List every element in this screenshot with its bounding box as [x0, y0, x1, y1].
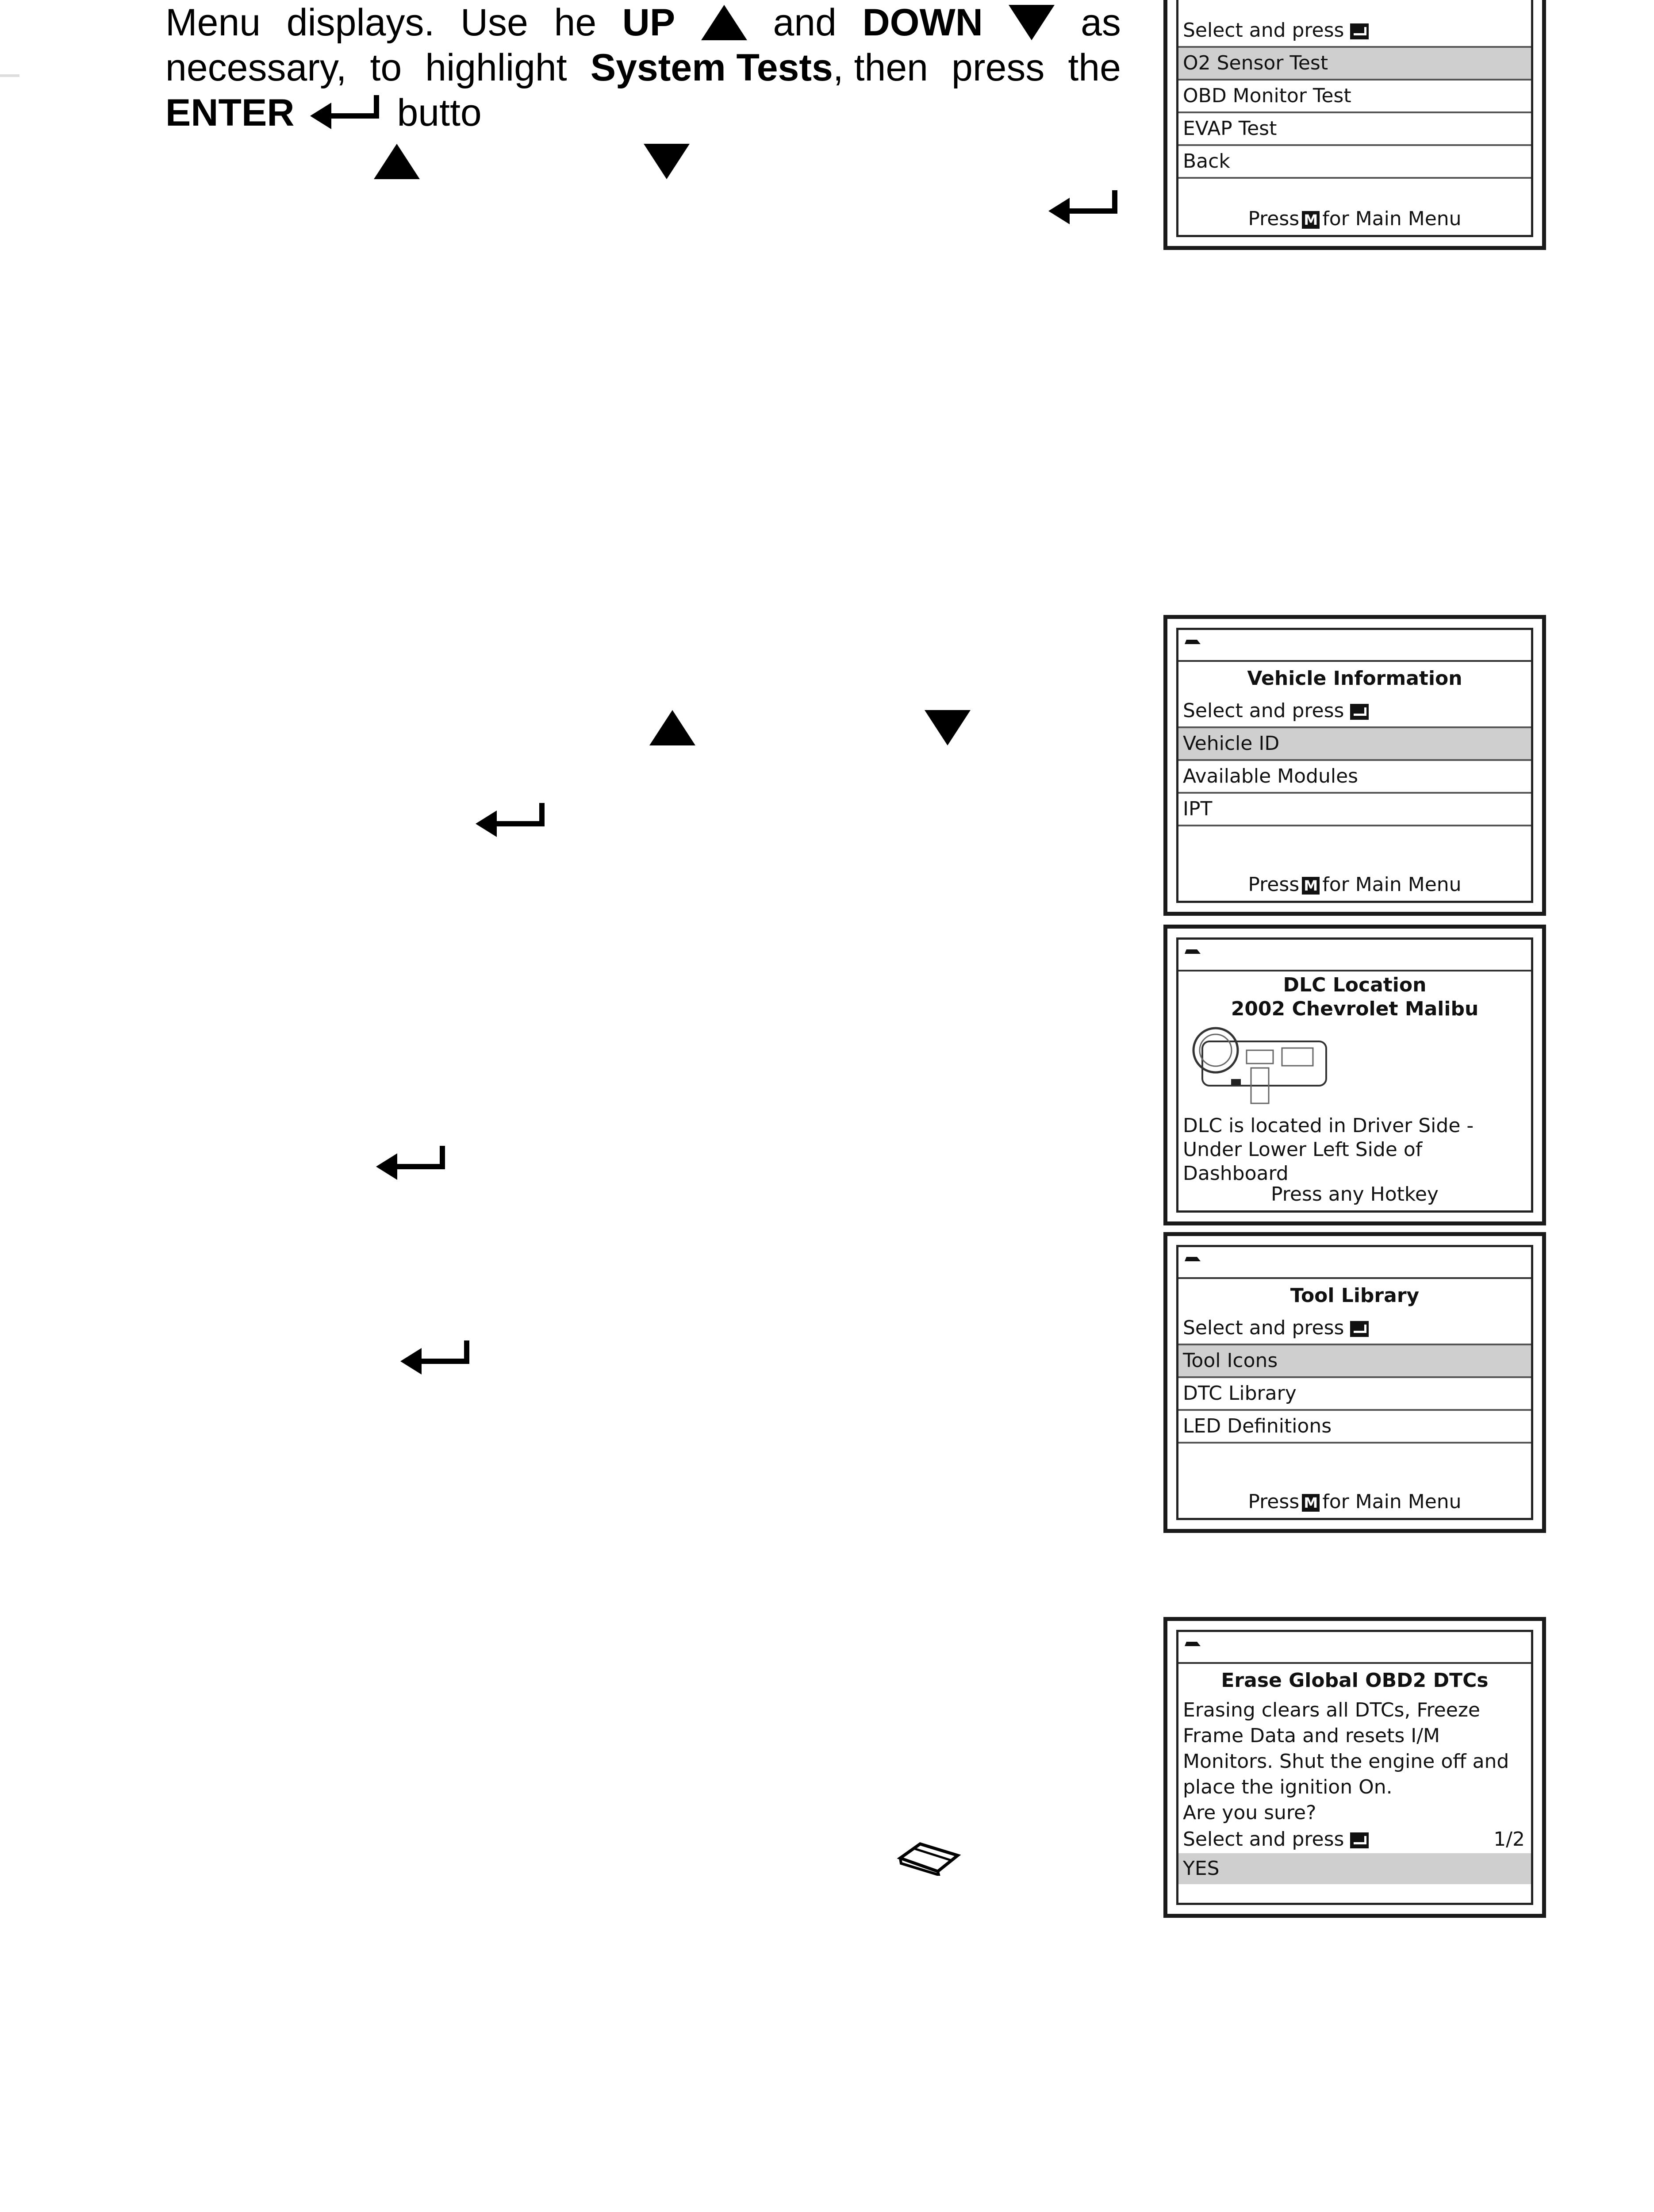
- enter-arrow-icon: [400, 1338, 471, 1378]
- select-prompt: Select and press: [1178, 1313, 1531, 1345]
- warning-line: Are you sure?: [1183, 1801, 1316, 1824]
- select-prompt: Select and press 1/2: [1178, 1826, 1531, 1853]
- menu-item-back[interactable]: Back: [1178, 146, 1531, 179]
- screen-topbar: [1178, 940, 1531, 972]
- menu-item-tool-icons[interactable]: Tool Icons: [1178, 1345, 1531, 1378]
- system-tests-phrase: System Tests, then: [590, 46, 928, 89]
- down-triangle-icon: [925, 710, 971, 745]
- menu-item-available-modules[interactable]: Available Modules: [1178, 761, 1531, 794]
- select-prompt: Select and press: [1178, 695, 1531, 728]
- description-line: DLC is located in Driver Side -: [1183, 1114, 1474, 1137]
- down-label: DOWN: [862, 1, 983, 44]
- screen-title: Erase Global OBD2 DTCs: [1221, 1669, 1489, 1692]
- description-line: Under Lower Left Side of: [1183, 1138, 1423, 1161]
- down-triangle-icon: [644, 144, 690, 179]
- screen-topbar: [1178, 630, 1531, 662]
- screen-topbar: [1178, 1632, 1531, 1664]
- m-key-icon: M: [1302, 1494, 1320, 1512]
- screen-title: Tool Library: [1290, 1284, 1420, 1307]
- screen-system-tests: [1163, 0, 1546, 250]
- select-prompt: Select and press: [1178, 15, 1531, 48]
- word: to: [370, 46, 402, 89]
- enter-arrow-icon: [1048, 188, 1119, 228]
- m-key-icon: M: [1302, 877, 1320, 895]
- warning-line: Frame Data and resets I/M: [1183, 1724, 1440, 1747]
- screen-footer: Press M for Main Menu: [1248, 207, 1462, 230]
- menu-item-ipt[interactable]: IPT: [1178, 794, 1531, 826]
- word: displays.: [286, 1, 435, 44]
- screen-title: Vehicle Information: [1247, 667, 1462, 690]
- warning-line: Erasing clears all DTCs, Freeze: [1183, 1699, 1480, 1721]
- screen-erase-dtcs: [1163, 1617, 1546, 1918]
- erase-warning: [1178, 1697, 1531, 1826]
- word: highlight: [425, 46, 567, 89]
- word: butto: [397, 92, 482, 134]
- option-yes[interactable]: YES: [1178, 1853, 1531, 1884]
- word: press: [952, 46, 1045, 89]
- enter-key-icon: [1350, 23, 1369, 39]
- instruction-paragraph: [165, 0, 1121, 135]
- paragraph-line-3: [165, 90, 1121, 135]
- screen-vehicle-information: [1163, 615, 1546, 916]
- menu-item-vehicle-id[interactable]: Vehicle ID: [1178, 728, 1531, 761]
- car-icon: [1184, 1640, 1201, 1647]
- dlc-title-block: [1178, 972, 1531, 1021]
- screen-spacer: [1178, 0, 1531, 15]
- vehicle-name: 2002 Chevrolet Malibu: [1231, 998, 1479, 1020]
- screen-footer: Press M for Main Menu: [1248, 1490, 1462, 1513]
- down-triangle-icon: [1009, 5, 1055, 40]
- enter-key-icon: [1350, 704, 1369, 720]
- word: as: [1081, 1, 1121, 44]
- enter-label: ENTER: [165, 92, 295, 134]
- up-triangle-icon: [649, 710, 695, 745]
- eraser-icon: [896, 1840, 962, 1878]
- enter-arrow-icon: [476, 801, 546, 841]
- enter-key-icon: [1350, 1321, 1369, 1337]
- paragraph-line-2: [165, 45, 1121, 90]
- menu-item-evap-test[interactable]: EVAP Test: [1178, 113, 1531, 146]
- m-key-icon: M: [1302, 211, 1320, 229]
- word: Menu: [165, 1, 261, 44]
- up-triangle-icon: [701, 5, 747, 40]
- screen-dlc-location: [1163, 925, 1546, 1225]
- margin-mark: [0, 74, 19, 77]
- lcd-display: [1176, 628, 1533, 903]
- dashboard-illustration: [1185, 1024, 1335, 1112]
- page-indicator: 1/2: [1493, 1828, 1525, 1851]
- lcd-display: [1176, 1630, 1533, 1905]
- enter-arrow-icon: [310, 93, 381, 133]
- lcd-display: [1176, 937, 1533, 1213]
- menu-item-led-definitions[interactable]: LED Definitions: [1178, 1411, 1531, 1444]
- screen-footer: Press M for Main Menu: [1248, 873, 1462, 896]
- word: necessary,: [165, 46, 347, 89]
- word: and: [773, 1, 837, 44]
- word: the: [1068, 46, 1121, 89]
- description-line: Dashboard: [1183, 1162, 1289, 1185]
- dlc-description: [1178, 1114, 1531, 1186]
- car-icon: [1184, 948, 1201, 955]
- screen-tool-library: [1163, 1232, 1546, 1533]
- car-icon: [1184, 638, 1201, 645]
- screen-footer: Press any Hotkey: [1271, 1183, 1439, 1206]
- enter-key-icon: [1350, 1832, 1369, 1848]
- menu-item-obd-monitor-test[interactable]: OBD Monitor Test: [1178, 81, 1531, 113]
- up-label: UP: [622, 1, 675, 44]
- word: Use: [460, 1, 528, 44]
- lcd-display: [1176, 1245, 1533, 1520]
- menu-item-o2-sensor-test[interactable]: O2 Sensor Test: [1178, 48, 1531, 81]
- warning-line: Monitors. Shut the engine off and: [1183, 1750, 1509, 1773]
- menu-item-dtc-library[interactable]: DTC Library: [1178, 1378, 1531, 1411]
- screen-topbar: [1178, 1247, 1531, 1279]
- warning-line: place the ignition On.: [1183, 1776, 1393, 1798]
- dlc-title: DLC Location: [1283, 974, 1427, 996]
- paragraph-line-1: [165, 0, 1121, 45]
- up-triangle-icon: [374, 144, 420, 179]
- car-icon: [1184, 1255, 1201, 1262]
- enter-arrow-icon: [376, 1144, 447, 1183]
- lcd-display: [1176, 0, 1533, 237]
- word: he: [554, 1, 597, 44]
